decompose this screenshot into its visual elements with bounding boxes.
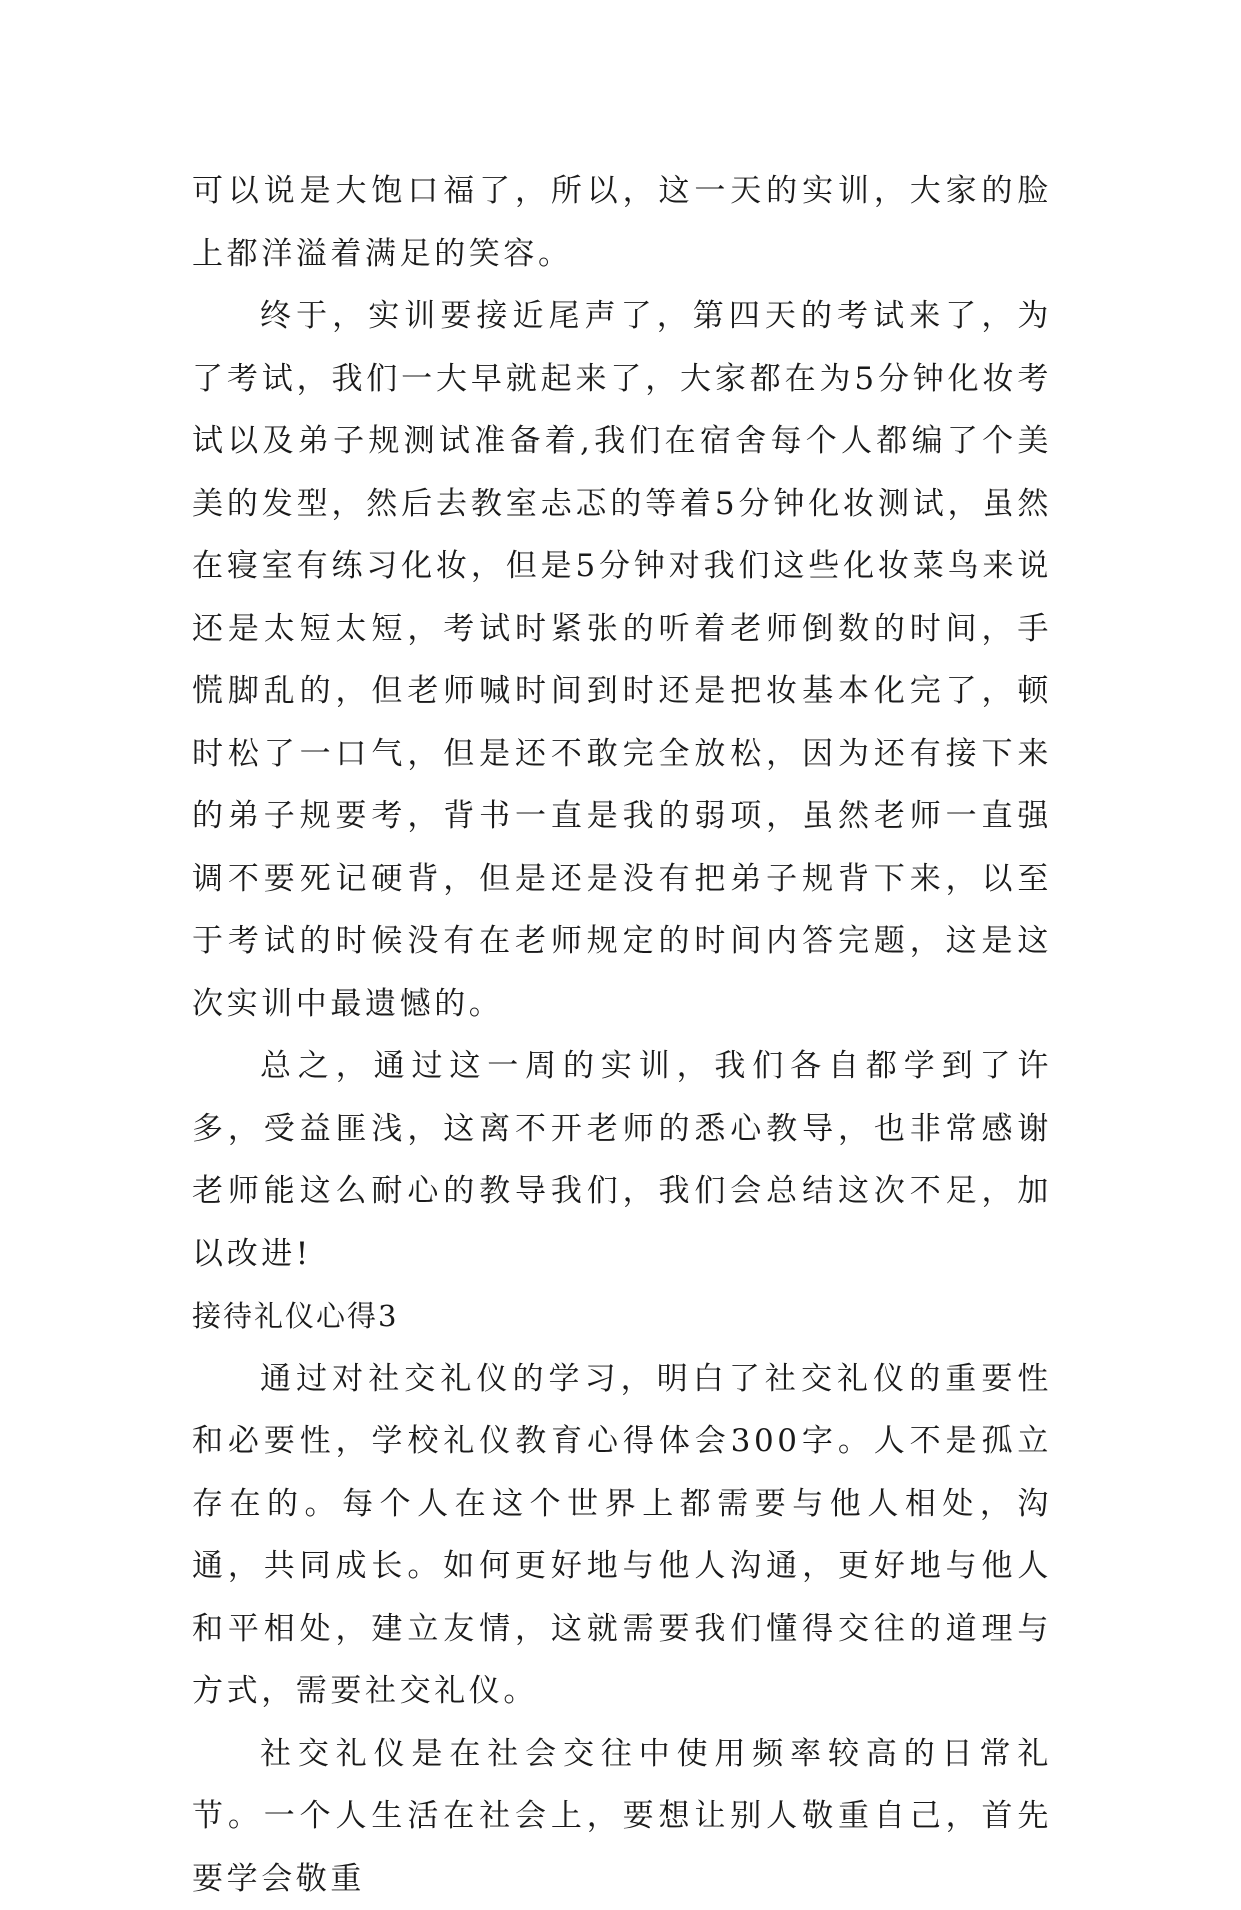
paragraph-2: 终于，实训要接近尾声了，第四天的考试来了，为了考试，我们一大早就起来了，大家都在为5分钟化妆考试以及弟子规测试准备着,我们在宿舍每个人都编了个美美的发型，然后去教室忐忑的等着5分钟化妆测试，虽然在寝室有练习化妆，但是5分钟对我们这些化妆菜鸟来说还是太短太短，考试时紧张的听着老师倒数的时间，手慌脚乱的，但老师喊时间到时还是把妆基本化完了，顿时松了一口气，但是还不敢完全放松，因为还有接下来的弟子规要考，背书一直是我的弱项，虽然老师一直强调不要死记硬背，但是还是没有把弟子规背下来，以至于考试的时候没有在老师规定的时间内答完题，这是这次实训中最遗憾的。	[192, 285, 1052, 1035]
section-heading: 接待礼仪心得3	[192, 1285, 1052, 1348]
paragraph-1: 可以说是大饱口福了，所以，这一天的实训，大家的脸上都洋溢着满足的笑容。	[192, 160, 1052, 285]
paragraph-3: 总之，通过这一周的实训，我们各自都学到了许多，受益匪浅，这离不开老师的悉心教导，也非常感谢老师能这么耐心的教导我们，我们会总结这次不足，加以改进!	[192, 1035, 1052, 1285]
document-body	[192, 160, 1052, 1910]
paragraph-5: 社交礼仪是在社会交往中使用频率较高的日常礼节。一个人生活在社会上，要想让别人敬重自己，首先要学会敬重	[192, 1723, 1052, 1910]
paragraph-4: 通过对社交礼仪的学习，明白了社交礼仪的重要性和必要性，学校礼仪教育心得体会300字。人不是孤立存在的。每个人在这个世界上都需要与他人相处，沟通，共同成长。如何更好地与他人沟通，更好地与他人和平相处，建立友情，这就需要我们懂得交往的道理与方式，需要社交礼仪。	[192, 1348, 1052, 1723]
